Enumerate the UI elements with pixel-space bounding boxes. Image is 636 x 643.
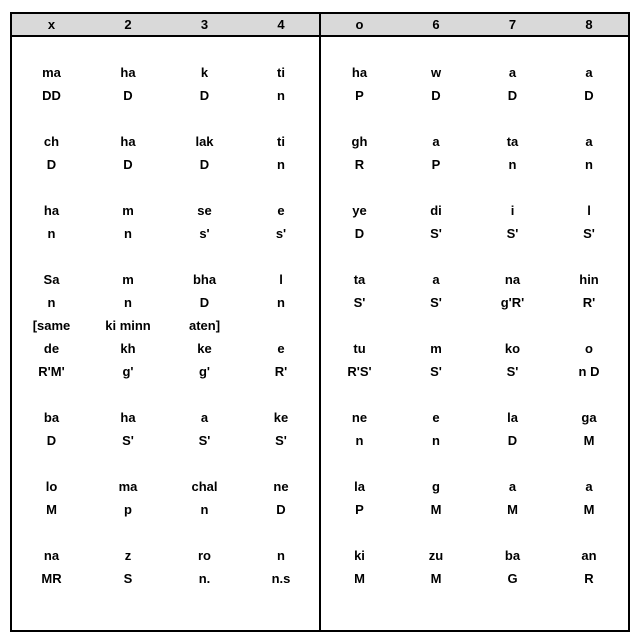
- table-cell-text: i: [510, 203, 515, 218]
- table-cell-text: S': [506, 226, 519, 241]
- table-cell-text: a: [508, 479, 517, 494]
- table-cell-text: D: [431, 88, 441, 103]
- table-cell-text: ha: [351, 65, 368, 80]
- table-cell-text: n: [200, 502, 209, 517]
- table-cell-text: D: [199, 157, 210, 172]
- table-cell-text: zu: [428, 548, 444, 563]
- syllable-table: [10, 12, 630, 632]
- table-cell-text: na: [43, 548, 60, 563]
- table-cell-text: D: [199, 88, 210, 103]
- table-cell-text: tu: [353, 341, 366, 356]
- table-cell-text: di: [430, 203, 442, 218]
- column-divider: [319, 14, 321, 630]
- table-cell-text: S': [353, 295, 366, 310]
- table-cell-text: n: [585, 157, 593, 172]
- table-cell-text: ch: [43, 134, 60, 149]
- table-cell-text: P: [431, 157, 441, 172]
- table-cell-text: M: [430, 571, 442, 586]
- table-cell-text: n: [124, 295, 132, 310]
- table-cell-text: M: [507, 502, 518, 517]
- table-cell-text: ta: [353, 272, 366, 287]
- table-cell-text: D: [46, 433, 57, 448]
- table-cell-text: a: [585, 65, 593, 80]
- table-cell-text: DD: [42, 88, 61, 103]
- table-cell-text: n: [47, 226, 56, 241]
- table-cell-text: D: [507, 433, 518, 448]
- table-cell-text: na: [504, 272, 521, 287]
- table-cell-text: M: [354, 571, 365, 586]
- table-cell-text: z: [124, 548, 132, 563]
- table-cell-text: w: [430, 65, 442, 80]
- table-cell-text: ba: [43, 410, 60, 425]
- table-cell-text: P: [355, 88, 364, 103]
- table-cell-text: ne: [273, 479, 289, 494]
- table-cell-text: ma: [42, 65, 61, 80]
- table-cell-text: D: [46, 157, 57, 172]
- table-cell-text: ko: [504, 341, 521, 356]
- table-cell-text: D: [123, 157, 133, 172]
- table-cell-text: se: [197, 203, 212, 218]
- table-cell-text: l: [587, 203, 591, 218]
- table-cell-text: g: [432, 479, 440, 494]
- table-cell-text: s': [199, 226, 210, 241]
- table-cell-text: n: [277, 548, 285, 563]
- table-cell-text: la: [354, 479, 365, 494]
- table-cell-text: m: [430, 341, 442, 356]
- table-cell-text: ma: [118, 479, 138, 494]
- table-cell-text: ga: [581, 410, 597, 425]
- table-cell-text: n: [277, 157, 285, 172]
- table-cell-text: ha: [120, 134, 136, 149]
- table-cell-text: g': [198, 364, 211, 379]
- table-cell-text: lak: [195, 134, 214, 149]
- table-cell-text: s': [275, 226, 287, 241]
- table-cell-text: n: [124, 226, 132, 241]
- table-cell-text: S': [122, 433, 134, 448]
- header-cell: 8: [585, 17, 593, 32]
- table-cell-text: n D: [578, 364, 600, 379]
- table-cell-text: a: [508, 65, 517, 80]
- table-cell-text: ke: [197, 341, 212, 356]
- table-cell-text: G: [507, 571, 518, 586]
- header-cell: x: [47, 17, 56, 32]
- table-cell-text: ki: [354, 548, 365, 563]
- table-cell-text: D: [584, 88, 594, 103]
- header-cell: 3: [200, 17, 209, 32]
- table-cell-text: Sa: [43, 272, 60, 287]
- table-cell-text: S': [583, 226, 595, 241]
- header-cell: 4: [277, 17, 285, 32]
- table-cell-text: S': [275, 433, 287, 448]
- table-cell-text: a: [432, 272, 440, 287]
- table-cell-text: an: [581, 548, 597, 563]
- table-cell-text: ha: [43, 203, 60, 218]
- table-cell-text: de: [43, 341, 60, 356]
- table-cell-text: n: [508, 157, 517, 172]
- table-cell-text: n.: [198, 571, 211, 586]
- table-cell-text: S: [123, 571, 133, 586]
- table-cell-text: chal: [191, 479, 218, 494]
- table-cell-text: R': [582, 295, 596, 310]
- table-cell-text: ha: [120, 410, 136, 425]
- table-cell-text: n: [355, 433, 364, 448]
- table-cell-text: R: [584, 571, 594, 586]
- table-cell-text: n: [432, 433, 440, 448]
- table-cell-text: g': [122, 364, 134, 379]
- table-cell-text: S': [506, 364, 519, 379]
- table-cell-text: a: [585, 479, 593, 494]
- table-cell-text: ta: [506, 134, 519, 149]
- table-cell-text: la: [507, 410, 518, 425]
- table-cell-text: S': [430, 364, 442, 379]
- header-cell: 6: [432, 17, 440, 32]
- table-cell-text: D: [123, 88, 133, 103]
- table-cell-text: e: [277, 341, 285, 356]
- table-cell-text: a: [200, 410, 209, 425]
- table-cell-text: l: [279, 272, 283, 287]
- table-cell-text: o: [585, 341, 593, 356]
- header-cell: 2: [124, 17, 132, 32]
- table-cell-text: D: [507, 88, 518, 103]
- table-cell-text: M: [430, 502, 442, 517]
- table-cell-text: e: [432, 410, 440, 425]
- table-cell-text: g'R': [500, 295, 525, 310]
- table-cell-text: ha: [120, 65, 136, 80]
- table-cell-text: S': [198, 433, 211, 448]
- table-cell-text: lo: [45, 479, 58, 494]
- table-cell-text: D: [276, 502, 286, 517]
- table-cell-text: ye: [352, 203, 367, 218]
- table-cell-text: R'S': [347, 364, 372, 379]
- table-cell-text: S': [430, 226, 442, 241]
- table-cell-text: ke: [273, 410, 289, 425]
- table-cell-text: ba: [504, 548, 521, 563]
- table-cell-text: [same: [32, 318, 71, 333]
- table-cell-text: n: [277, 295, 285, 310]
- table-cell-text: k: [200, 65, 209, 80]
- table-cell-text: m: [122, 272, 134, 287]
- table-cell-text: n: [277, 88, 285, 103]
- table-cell-text: D: [354, 226, 365, 241]
- table-cell-text: ki minn: [105, 318, 151, 333]
- table-cell-text: D: [199, 295, 210, 310]
- table-cell-text: hin: [579, 272, 599, 287]
- header-cell: o: [355, 17, 364, 32]
- table-cell-text: P: [355, 502, 364, 517]
- table-cell-text: MR: [41, 571, 62, 586]
- table-cell-text: M: [583, 433, 595, 448]
- table-cell-text: ti: [277, 134, 285, 149]
- table-cell-text: M: [583, 502, 595, 517]
- table-cell-text: gh: [351, 134, 368, 149]
- table-cell-text: ne: [351, 410, 368, 425]
- table-cell-text: e: [277, 203, 285, 218]
- table-cell-text: n.s: [271, 571, 291, 586]
- table-cell-text: S': [430, 295, 442, 310]
- table-cell-text: R': [274, 364, 288, 379]
- table-cell-text: bha: [192, 272, 217, 287]
- table-cell-text: M: [46, 502, 57, 517]
- table-cell-text: R'M': [38, 364, 65, 379]
- table-cell-text: a: [585, 134, 593, 149]
- table-cell-text: ro: [198, 548, 211, 563]
- table-cell-text: p: [124, 502, 132, 517]
- table-cell-text: m: [122, 203, 134, 218]
- table-cell-text: R: [354, 157, 365, 172]
- table-cell-text: aten]: [188, 318, 221, 333]
- table-cell-text: n: [47, 295, 56, 310]
- table-cell-text: a: [432, 134, 440, 149]
- table-cell-text: kh: [120, 341, 136, 356]
- header-cell: 7: [508, 17, 517, 32]
- table-cell-text: ti: [277, 65, 285, 80]
